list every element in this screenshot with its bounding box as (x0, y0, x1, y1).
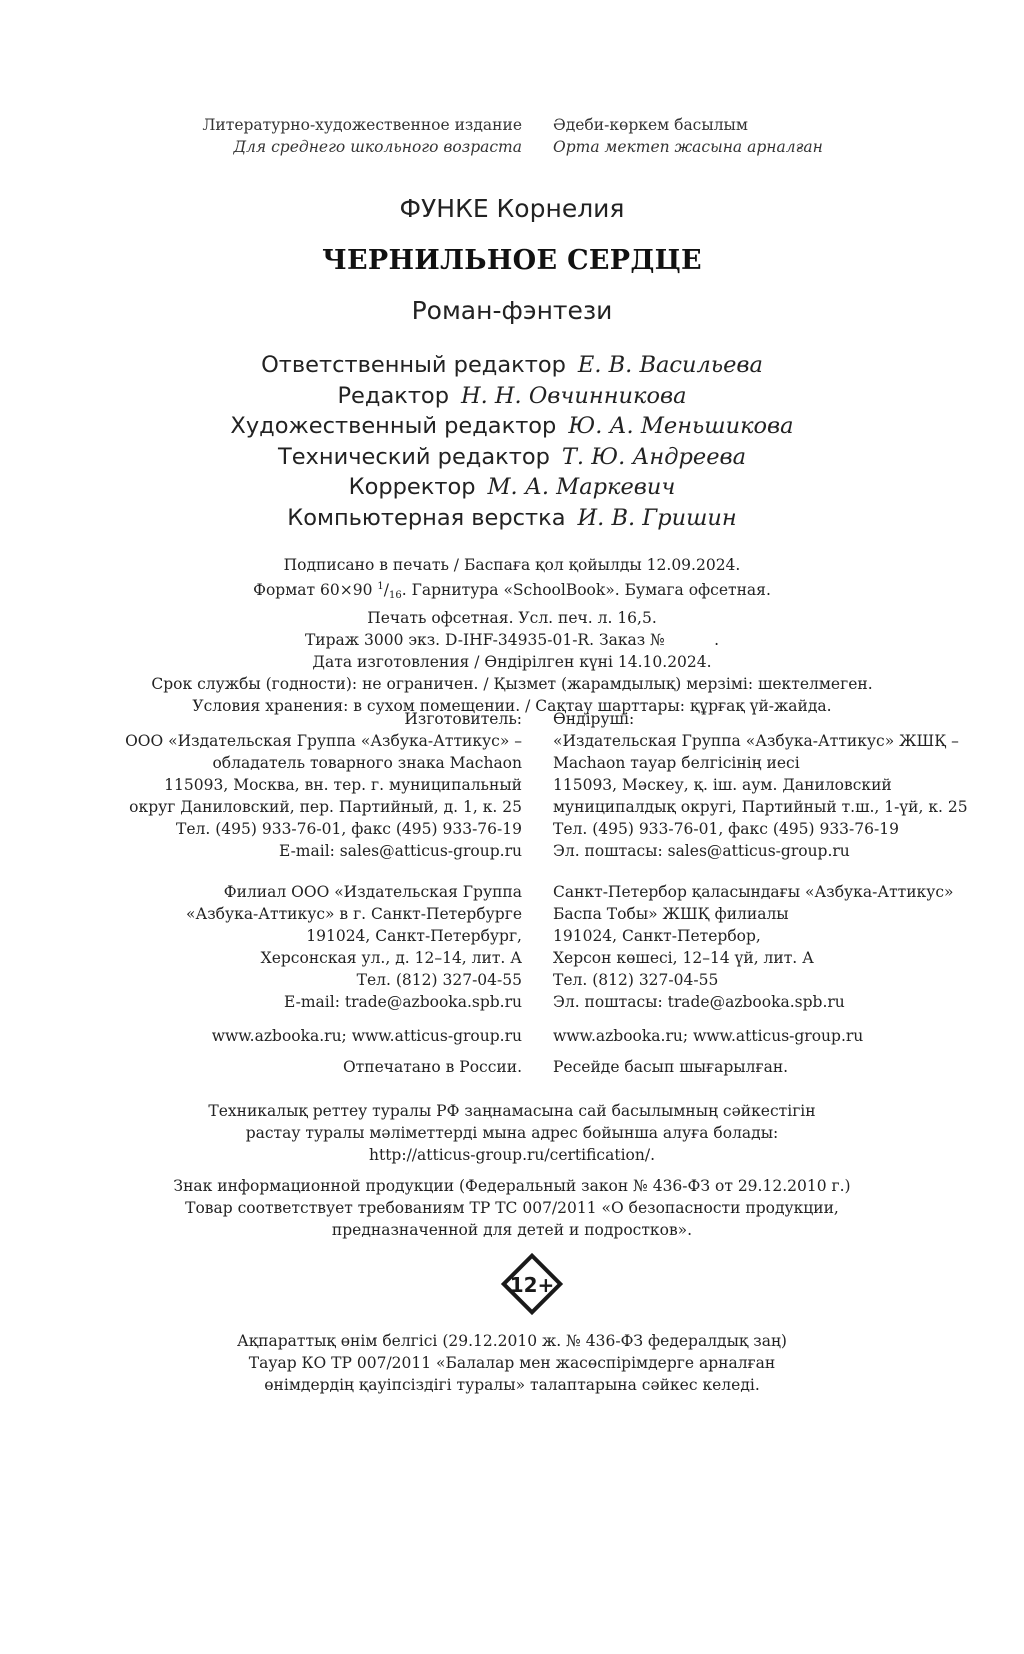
staff-row (0, 442, 1024, 473)
imprint-date: Дата изготовления / Өндірілген күні 14.10.2024. (312, 653, 712, 671)
manufacturer-kz-line: Тел. (495) 933-76-01, факс (495) 933-76-19 (553, 820, 899, 838)
format-slash: / (383, 581, 389, 599)
header-ru (202, 114, 522, 158)
law-kz-line: Тауар КО ТР 007/2011 «Балалар мен жасөспірімдерге арналған (248, 1354, 776, 1372)
printed-kz: Ресейде басып шығарылған. (553, 1058, 789, 1076)
imprint-storage: Условия хранения: в сухом помещении. / Сақтау шарттары: құрғақ үй-жайда. (192, 697, 832, 715)
header-kz (553, 114, 823, 158)
imprint-format (0, 576, 1024, 607)
manufacturer-kz-line: Эл. поштасы: sales@atticus-group.ru (553, 842, 850, 860)
manufacturer-ru (125, 708, 522, 862)
imprint-print: Печать офсетная. Усл. печ. л. 16,5. (367, 609, 657, 627)
manufacturer-kz-line: муниципалдық округі, Партийный т.ш., 1-үй, к. 25 (553, 798, 968, 816)
book-genre: Роман-фэнтези (411, 296, 613, 325)
manufacturer-ru-line: округ Даниловский, пер. Партийный, д. 1, к. 25 (129, 798, 522, 816)
branch-kz-line: Херсон көшесі, 12–14 үй, лит. А (553, 949, 814, 967)
header-ru-line1: Литературно-художественное издание (202, 116, 522, 134)
certification-line: растау туралы мәліметтерді мына адрес бойынша алуға болады: (245, 1124, 779, 1142)
law-ru-line: Товар соответствует требованиям ТР ТС 007/2011 «О безопасности продукции, (185, 1199, 839, 1217)
branch-ru-line: Филиал ООО «Издательская Группа (223, 883, 522, 901)
book-author: ФУНКЕ Корнелия (399, 194, 625, 223)
staff-role: Ответственный редактор (261, 352, 566, 378)
certification-line: Техникалық реттеу туралы РФ заңнамасына сай басылымның сәйкестігін (208, 1102, 816, 1120)
staff-list (0, 350, 1024, 533)
printed-ru: Отпечатано в России. (342, 1058, 522, 1076)
branch-kz-line: 191024, Санкт-Петербор, (553, 927, 761, 945)
staff-name: И. В. Гришин (577, 504, 737, 531)
staff-role: Художественный редактор (230, 413, 557, 439)
manufacturer-ru-line: ООО «Издательская Группа «Азбука-Аттикус» – (125, 732, 522, 750)
law-kz-line: Ақпараттық өнім белгісі (29.12.2010 ж. № 436-ФЗ федералдық заң) (237, 1332, 787, 1350)
website-ru: www.azbooka.ru; www.atticus-group.ru (211, 1027, 522, 1045)
staff-role: Технический редактор (277, 443, 550, 470)
header-kz-line1: Әдеби-көркем басылым (553, 116, 748, 134)
staff-row (0, 411, 1024, 442)
imprint-signed: Подписано в печать / Баспаға қол қойылды 12.09.2024. (283, 556, 741, 574)
branch-ru-line: «Азбука-Аттикус» в г. Санкт-Петербурге (186, 905, 522, 923)
staff-name: М. А. Маркевич (487, 474, 676, 500)
law-ru-line: предназначенной для детей и подростков». (331, 1221, 693, 1239)
branch-ru (186, 881, 522, 1013)
branch-kz-line: Эл. поштасы: trade@azbooka.spb.ru (553, 993, 845, 1011)
branch-ru-line: E-mail: trade@azbooka.spb.ru (284, 993, 522, 1011)
header-ru-line2: Для среднего школьного возраста (233, 138, 522, 156)
manufacturer-ru-line: Тел. (495) 933-76-01, факс (495) 933-76-19 (176, 820, 522, 838)
branch-kz (553, 881, 954, 1013)
book-title: ЧЕРНИЛЬНОЕ СЕРДЦЕ (322, 245, 702, 276)
website-kz: www.azbooka.ru; www.atticus-group.ru (553, 1027, 864, 1045)
branch-ru-line: Херсонская ул., д. 12–14, лит. А (260, 949, 522, 967)
staff-row (0, 472, 1024, 503)
staff-name: Ю. А. Меньшикова (568, 413, 794, 439)
branch-ru-line: Тел. (812) 327-04-55 (356, 971, 522, 989)
law-kz-line: өнімдердің қауіпсіздігі туралы» талаптарына сәйкес келеді. (264, 1376, 760, 1394)
format-denominator: 16 (388, 590, 402, 601)
format-numerator: 1 (377, 581, 384, 592)
branch-kz-line: Тел. (812) 327-04-55 (553, 971, 719, 989)
staff-name: Т. Ю. Андреева (561, 443, 747, 470)
manufacturer-kz-line: Өндіруші: (553, 710, 635, 728)
manufacturer-ru-line: E-mail: sales@atticus-group.ru (278, 842, 522, 860)
staff-row (0, 350, 1024, 381)
manufacturer-ru-line: 115093, Москва, вн. тер. г. муниципальный (164, 776, 522, 794)
branch-kz-line: Санкт-Петербор қаласындағы «Азбука-Аттикус» (553, 883, 954, 901)
manufacturer-ru-line: обладатель товарного знака Machaon (212, 754, 522, 772)
law-kz-block (0, 1330, 1024, 1396)
format-prefix: Формат 60×90 (253, 581, 378, 599)
staff-row (0, 381, 1024, 412)
manufacturer-ru-line: Изготовитель: (404, 710, 522, 728)
branch-kz-line: Баспа Тобы» ЖШҚ филиалы (553, 905, 789, 923)
imprint-block (0, 554, 1024, 717)
law-ru-block (0, 1175, 1024, 1241)
format-suffix: . Гарнитура «SchoolBook». Бумага офсетная. (401, 581, 771, 599)
staff-role: Компьютерная верстка (287, 504, 566, 531)
law-ru-line: Знак информационной продукции (Федеральный закон № 436-ФЗ от 29.12.2010 г.) (173, 1177, 851, 1195)
staff-role: Корректор (348, 474, 476, 500)
staff-name: Е. В. Васильева (577, 352, 763, 378)
branch-ru-line: 191024, Санкт-Петербург, (306, 927, 522, 945)
imprint-service: Срок службы (годности): не ограничен. / Қызмет (жарамдылық) мерзімі: шектелмеген. (151, 675, 873, 693)
manufacturer-kz-line: Machaon тауар белгісінің иесі (553, 754, 800, 772)
staff-role: Редактор (337, 382, 449, 409)
age-rating-icon (498, 1250, 566, 1318)
imprint-run: Тираж 3000 экз. D-IHF-34935-01-R. Заказ № . (304, 631, 720, 649)
age-rating-text: 12+ (509, 1273, 555, 1297)
header-kz-line2: Орта мектеп жасына арналған (553, 138, 823, 156)
staff-row (0, 503, 1024, 534)
staff-name: Н. Н. Овчинникова (461, 382, 687, 409)
manufacturer-kz-line: 115093, Мәскеу, қ. іш. аум. Даниловский (553, 776, 892, 794)
certification-url: http://atticus-group.ru/certification/. (368, 1146, 655, 1164)
manufacturer-kz (553, 708, 968, 862)
certification-block (0, 1100, 1024, 1166)
manufacturer-kz-line: «Издательская Группа «Азбука-Аттикус» ЖШҚ – (553, 732, 959, 750)
